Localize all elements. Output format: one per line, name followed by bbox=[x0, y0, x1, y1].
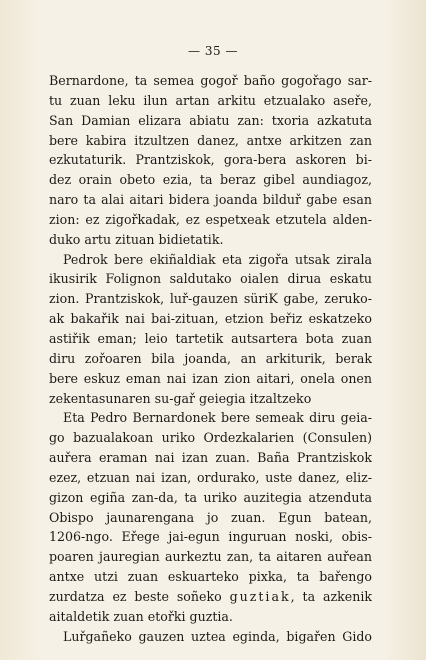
text-line: dez orain obeto ezia, ta beraz gibel aundiagoz, bbox=[49, 172, 372, 188]
text-line: zion. Prantziskok, luř-gauzen süriK gabe, zeruko- bbox=[49, 291, 372, 307]
text-line: ikusirik Folignon saldutako oialen dirua eskatu bbox=[49, 271, 372, 287]
text-line: naro ta alai aitari bidera joanda bilduř gabe esan bbox=[49, 192, 372, 208]
text-line: ak bakařik nai bai-zituan, etzion beřiz eskatzeko bbox=[49, 311, 372, 327]
text-line: Eta Pedro Bernardonek bere semeak diru geia- bbox=[63, 410, 372, 426]
text-line: Pedrok bere ekiñaldiak eta zigořa utsak zirala bbox=[63, 251, 372, 267]
text-line: poaren jauregian aurkeztu zan, ta aitaren auřean bbox=[49, 549, 372, 565]
text-line: aitaldetik zuan etořki guztia. bbox=[49, 608, 233, 624]
text-line: San Damian elizara abiatu zan: txoria azkatuta bbox=[49, 112, 372, 128]
text-line: antxe utzi zuan eskuarteko pixka, ta bařengo bbox=[49, 569, 372, 585]
text-line: zekentasunaren su-gař geiegia itzaltzeko bbox=[49, 390, 312, 406]
text-line: Obispo jaunarengana jo zuan. Egun batean, bbox=[49, 509, 372, 525]
text-line: zion: ez zigořkadak, ez espetxeak etzutela alden- bbox=[49, 211, 372, 227]
text-line: 1206-ngo. Eřege jai-egun inguruan noski, obis- bbox=[49, 529, 372, 545]
text-line: ezkutaturik. Prantziskok, gora-bera askoren bi- bbox=[49, 152, 372, 168]
text-line: bere kabira itzultzen danez, antxe arkitzen zan bbox=[49, 132, 372, 148]
text-line: diru zořoaren bila joanda, an arkiturik, berak bbox=[49, 350, 372, 366]
text-line: Luřgañeko gauzen uztea eginda, bigařen Gido bbox=[63, 628, 372, 644]
text-line: ezez, etzuan nai izan, ordurako, uste danez, eliz- bbox=[49, 469, 372, 485]
page-number: — 35 — bbox=[188, 44, 238, 58]
text-line-spaced: zurdatza ez beste soñeko guztiak, ta azkenik bbox=[49, 588, 372, 604]
emphasized-word: guztiak bbox=[229, 588, 291, 604]
text-line: bere eskuz eman nai izan zion aitari, onela onen bbox=[49, 370, 372, 386]
text-line: duko artu zituan bidietatik. bbox=[49, 231, 224, 247]
text-line: astiřik eman; leio tartetik autsartera bota zuan bbox=[49, 330, 372, 346]
text-line: Bernardone, ta semea gogoř baño gogořago sar- bbox=[49, 73, 372, 88]
text-line: tu zuan leku ilun artan arkitu etzualako aseře, bbox=[49, 92, 372, 108]
text-line: auřera eraman nai izan zuan. Baña Prantziskok bbox=[49, 450, 372, 466]
text-line: go bazualakoan uriko Ordezkalarien (Consulen) bbox=[49, 430, 372, 446]
body-text bbox=[49, 71, 372, 646]
text-line: gizon egiña zan-da, ta uriko auzitegia atzenduta bbox=[49, 489, 372, 505]
